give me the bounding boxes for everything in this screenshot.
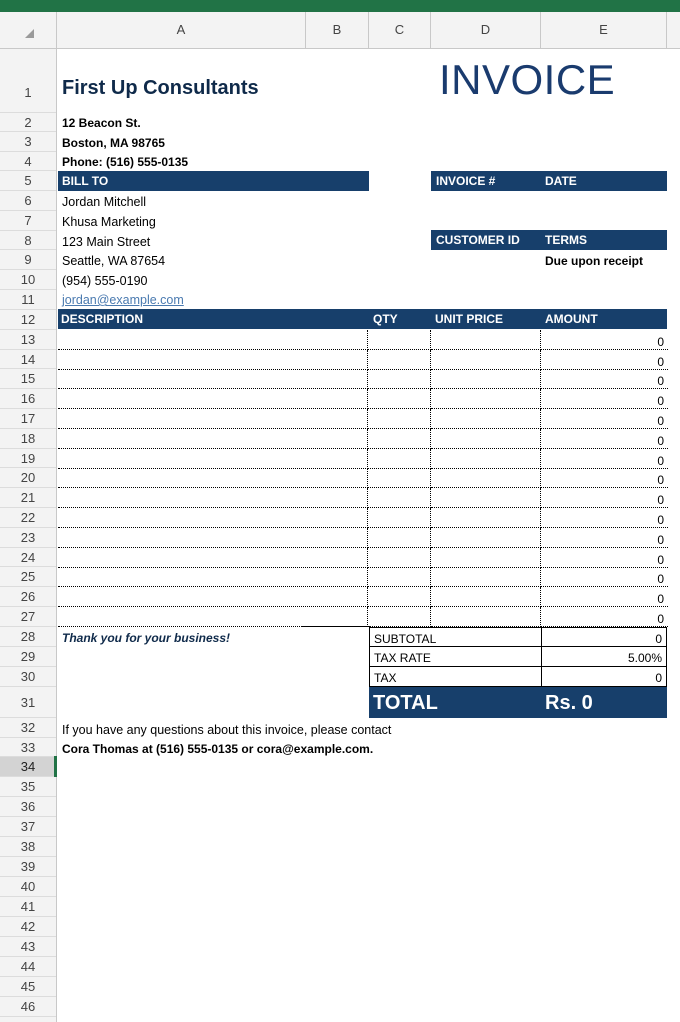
item-unit-price-cell[interactable]	[431, 587, 541, 607]
item-amount-cell[interactable]: 0	[541, 330, 668, 350]
subtotal-label: SUBTOTAL	[374, 632, 437, 646]
row-header-15[interactable]: 15	[0, 369, 56, 389]
table-row[interactable]	[58, 369, 668, 389]
total-value: Rs. 0	[545, 692, 593, 714]
row-header-37[interactable]: 37	[0, 817, 56, 837]
item-description-cell[interactable]	[58, 330, 368, 350]
tax-label: TAX	[374, 671, 397, 685]
item-amount-cell[interactable]: 0	[541, 567, 668, 587]
company-name[interactable]: First Up Consultants	[62, 77, 259, 99]
row-header-38[interactable]: 38	[0, 837, 56, 857]
table-row[interactable]	[58, 567, 668, 587]
item-qty-cell[interactable]	[368, 548, 431, 568]
table-row[interactable]	[58, 548, 668, 568]
amount-header: AMOUNT	[545, 312, 598, 326]
column-header-d[interactable]: D	[431, 12, 541, 48]
table-row[interactable]	[58, 330, 668, 350]
date-label: DATE	[545, 174, 577, 188]
row-header-42[interactable]: 42	[0, 917, 56, 937]
row-header-13[interactable]: 13	[0, 330, 56, 350]
row-header-29[interactable]: 29	[0, 647, 56, 667]
tax-value: 0	[655, 671, 662, 685]
subtotal-row[interactable]	[369, 627, 667, 647]
row-header-24[interactable]: 24	[0, 548, 56, 567]
item-amount-cell[interactable]: 0	[541, 528, 668, 548]
row-header-30[interactable]: 30	[0, 667, 56, 687]
row-header-10[interactable]: 10	[0, 270, 56, 290]
row-header-45[interactable]: 45	[0, 977, 56, 997]
row-header-18[interactable]: 18	[0, 429, 56, 449]
item-amount-cell[interactable]: 0	[541, 369, 668, 389]
description-header: DESCRIPTION	[61, 312, 144, 326]
item-unit-price-cell[interactable]	[431, 548, 541, 568]
row-header-9[interactable]: 9	[0, 250, 56, 270]
item-description-cell[interactable]	[58, 468, 368, 488]
item-qty-cell[interactable]	[368, 587, 431, 607]
active-row-indicator	[54, 756, 57, 777]
column-header-e[interactable]: E	[541, 12, 667, 48]
row-header-5[interactable]: 5	[0, 171, 56, 191]
row-header-34[interactable]: 34	[0, 757, 56, 777]
column-header-row	[0, 12, 680, 49]
bill-to-company[interactable]: Khusa Marketing	[62, 215, 156, 229]
footer-contact-line1[interactable]: If you have any questions about this invoice, please contact	[62, 723, 392, 737]
item-description-cell[interactable]	[58, 488, 368, 508]
table-row[interactable]	[58, 607, 668, 627]
item-amount-cell[interactable]: 0	[541, 429, 668, 449]
bill-to-street[interactable]: 123 Main Street	[62, 235, 151, 249]
row-header-41[interactable]: 41	[0, 897, 56, 917]
table-row[interactable]	[58, 528, 668, 548]
tax-row[interactable]	[369, 667, 667, 687]
row-header-22[interactable]: 22	[0, 508, 56, 528]
item-description-cell[interactable]	[58, 508, 368, 528]
item-unit-price-cell[interactable]	[431, 409, 541, 429]
row-header-46[interactable]: 46	[0, 997, 56, 1017]
select-all-button[interactable]	[0, 12, 57, 48]
item-description-cell[interactable]	[58, 567, 368, 587]
item-description-cell[interactable]	[58, 389, 368, 409]
item-unit-price-cell[interactable]	[431, 468, 541, 488]
row-header-39[interactable]: 39	[0, 857, 56, 877]
invoice-title[interactable]: INVOICE	[439, 56, 616, 103]
bill-to-city[interactable]: Seattle, WA 87654	[62, 254, 166, 268]
table-row[interactable]	[58, 350, 668, 370]
table-row[interactable]	[58, 468, 668, 488]
customer-terms-header[interactable]	[431, 230, 667, 250]
item-qty-cell[interactable]	[368, 449, 431, 469]
row-header-43[interactable]: 43	[0, 937, 56, 957]
item-description-cell[interactable]	[58, 528, 368, 548]
company-phone[interactable]: Phone: (516) 555-0135	[62, 155, 189, 169]
column-header-c[interactable]: C	[369, 12, 431, 48]
row-header-12[interactable]: 12	[0, 310, 56, 330]
item-unit-price-cell[interactable]	[431, 369, 541, 389]
tax-rate-label: TAX RATE	[374, 651, 431, 665]
row-header-40[interactable]: 40	[0, 877, 56, 897]
row-header-25[interactable]: 25	[0, 567, 56, 587]
terms-value[interactable]: Due upon receipt	[545, 254, 644, 268]
total-row[interactable]	[369, 687, 667, 718]
item-description-cell[interactable]	[58, 369, 368, 389]
table-row[interactable]	[58, 429, 668, 449]
row-header-column	[0, 49, 57, 1022]
row-header-17[interactable]: 17	[0, 409, 56, 429]
table-row[interactable]	[58, 389, 668, 409]
item-amount-cell[interactable]: 0	[541, 548, 668, 568]
customer-id-label: CUSTOMER ID	[436, 233, 520, 247]
company-address-line2[interactable]: Boston, MA 98765	[62, 136, 165, 150]
item-unit-price-cell[interactable]	[431, 508, 541, 528]
bill-to-email-link[interactable]: jordan@example.com	[62, 293, 184, 307]
item-qty-cell[interactable]	[368, 508, 431, 528]
item-description-cell[interactable]	[58, 548, 368, 568]
footer-contact-line2[interactable]: Cora Thomas at (516) 555-0135 or cora@example.com.	[62, 742, 374, 756]
thank-you-note[interactable]: Thank you for your business!	[62, 631, 231, 645]
item-description-cell[interactable]	[58, 587, 368, 607]
items-header[interactable]	[58, 309, 667, 329]
column-header-a[interactable]: A	[57, 12, 306, 48]
item-qty-cell[interactable]	[368, 429, 431, 449]
item-qty-cell[interactable]	[368, 330, 431, 350]
item-unit-price-cell[interactable]	[431, 488, 541, 508]
item-unit-price-cell[interactable]	[431, 607, 541, 627]
item-description-cell[interactable]	[58, 607, 368, 627]
qty-header: QTY	[373, 312, 398, 326]
item-qty-cell[interactable]	[368, 369, 431, 389]
item-description-cell[interactable]	[58, 429, 368, 449]
item-qty-cell[interactable]	[368, 488, 431, 508]
item-qty-cell[interactable]	[368, 350, 431, 370]
item-qty-cell[interactable]	[368, 567, 431, 587]
row-header-31[interactable]: 31	[0, 687, 56, 718]
item-unit-price-cell[interactable]	[431, 389, 541, 409]
item-unit-price-cell[interactable]	[431, 449, 541, 469]
excel-title-bar	[0, 0, 680, 12]
item-unit-price-cell[interactable]	[431, 528, 541, 548]
row-header-23[interactable]: 23	[0, 528, 56, 548]
table-row[interactable]	[58, 409, 668, 429]
row-header-21[interactable]: 21	[0, 488, 56, 508]
item-qty-cell[interactable]	[368, 409, 431, 429]
item-unit-price-cell[interactable]	[431, 429, 541, 449]
item-amount-cell[interactable]: 0	[541, 468, 668, 488]
item-amount-cell[interactable]: 0	[541, 488, 668, 508]
item-description-cell[interactable]	[58, 449, 368, 469]
select-all-icon	[25, 29, 34, 38]
row-header-4[interactable]: 4	[0, 152, 56, 171]
tax-rate-row[interactable]	[369, 647, 667, 667]
unit-price-header: UNIT PRICE	[435, 312, 504, 326]
item-qty-cell[interactable]	[368, 468, 431, 488]
subtotal-value: 0	[655, 632, 662, 646]
invoice-date-header[interactable]	[431, 171, 667, 191]
company-address-line1[interactable]: 12 Beacon St.	[62, 116, 141, 130]
row-header-26[interactable]: 26	[0, 587, 56, 607]
row-header-19[interactable]: 19	[0, 449, 56, 468]
table-row[interactable]	[58, 587, 668, 607]
row-header-1[interactable]: 1	[0, 49, 56, 113]
row-header-2[interactable]: 2	[0, 113, 56, 132]
row-header-28[interactable]: 28	[0, 627, 56, 647]
table-row[interactable]	[58, 449, 668, 469]
item-unit-price-cell[interactable]	[431, 350, 541, 370]
item-amount-cell[interactable]: 0	[541, 350, 668, 370]
item-amount-cell[interactable]: 0	[541, 409, 668, 429]
row-header-11[interactable]: 11	[0, 290, 56, 310]
tax-rate-value: 5.00%	[627, 651, 662, 665]
row-header-35[interactable]: 35	[0, 777, 56, 797]
item-unit-price-cell[interactable]	[431, 567, 541, 587]
item-amount-cell[interactable]: 0	[541, 449, 668, 469]
table-row[interactable]	[58, 508, 668, 528]
invoice-number-label: INVOICE #	[436, 174, 496, 188]
item-qty-cell[interactable]	[368, 607, 431, 627]
item-description-cell[interactable]	[58, 350, 368, 370]
item-qty-cell[interactable]	[368, 528, 431, 548]
items-bottom-border	[302, 626, 370, 627]
bill-to-label: BILL TO	[62, 174, 109, 188]
item-qty-cell[interactable]	[368, 389, 431, 409]
bill-to-name[interactable]: Jordan Mitchell	[62, 195, 147, 209]
terms-label: TERMS	[545, 233, 587, 247]
row-header-27[interactable]: 27	[0, 607, 56, 627]
item-amount-cell[interactable]: 0	[541, 587, 668, 607]
row-header-32[interactable]: 32	[0, 718, 56, 738]
table-row[interactable]	[58, 488, 668, 508]
item-amount-cell[interactable]: 0	[541, 607, 668, 627]
row-header-16[interactable]: 16	[0, 389, 56, 409]
item-amount-cell[interactable]: 0	[541, 389, 668, 409]
row-header-36[interactable]: 36	[0, 797, 56, 817]
item-unit-price-cell[interactable]	[431, 330, 541, 350]
row-header-44[interactable]: 44	[0, 957, 56, 977]
bill-to-phone[interactable]: (954) 555-0190	[62, 274, 148, 288]
row-header-3[interactable]: 3	[0, 132, 56, 152]
item-description-cell[interactable]	[58, 409, 368, 429]
row-header-20[interactable]: 20	[0, 468, 56, 488]
row-header-7[interactable]: 7	[0, 211, 56, 231]
row-header-33[interactable]: 33	[0, 738, 56, 757]
bill-to-header[interactable]	[58, 171, 369, 191]
row-header-8[interactable]: 8	[0, 231, 56, 250]
item-amount-cell[interactable]: 0	[541, 508, 668, 528]
row-header-14[interactable]: 14	[0, 350, 56, 369]
column-header-b[interactable]: B	[306, 12, 369, 48]
total-label: TOTAL	[373, 692, 438, 714]
row-header-6[interactable]: 6	[0, 191, 56, 211]
